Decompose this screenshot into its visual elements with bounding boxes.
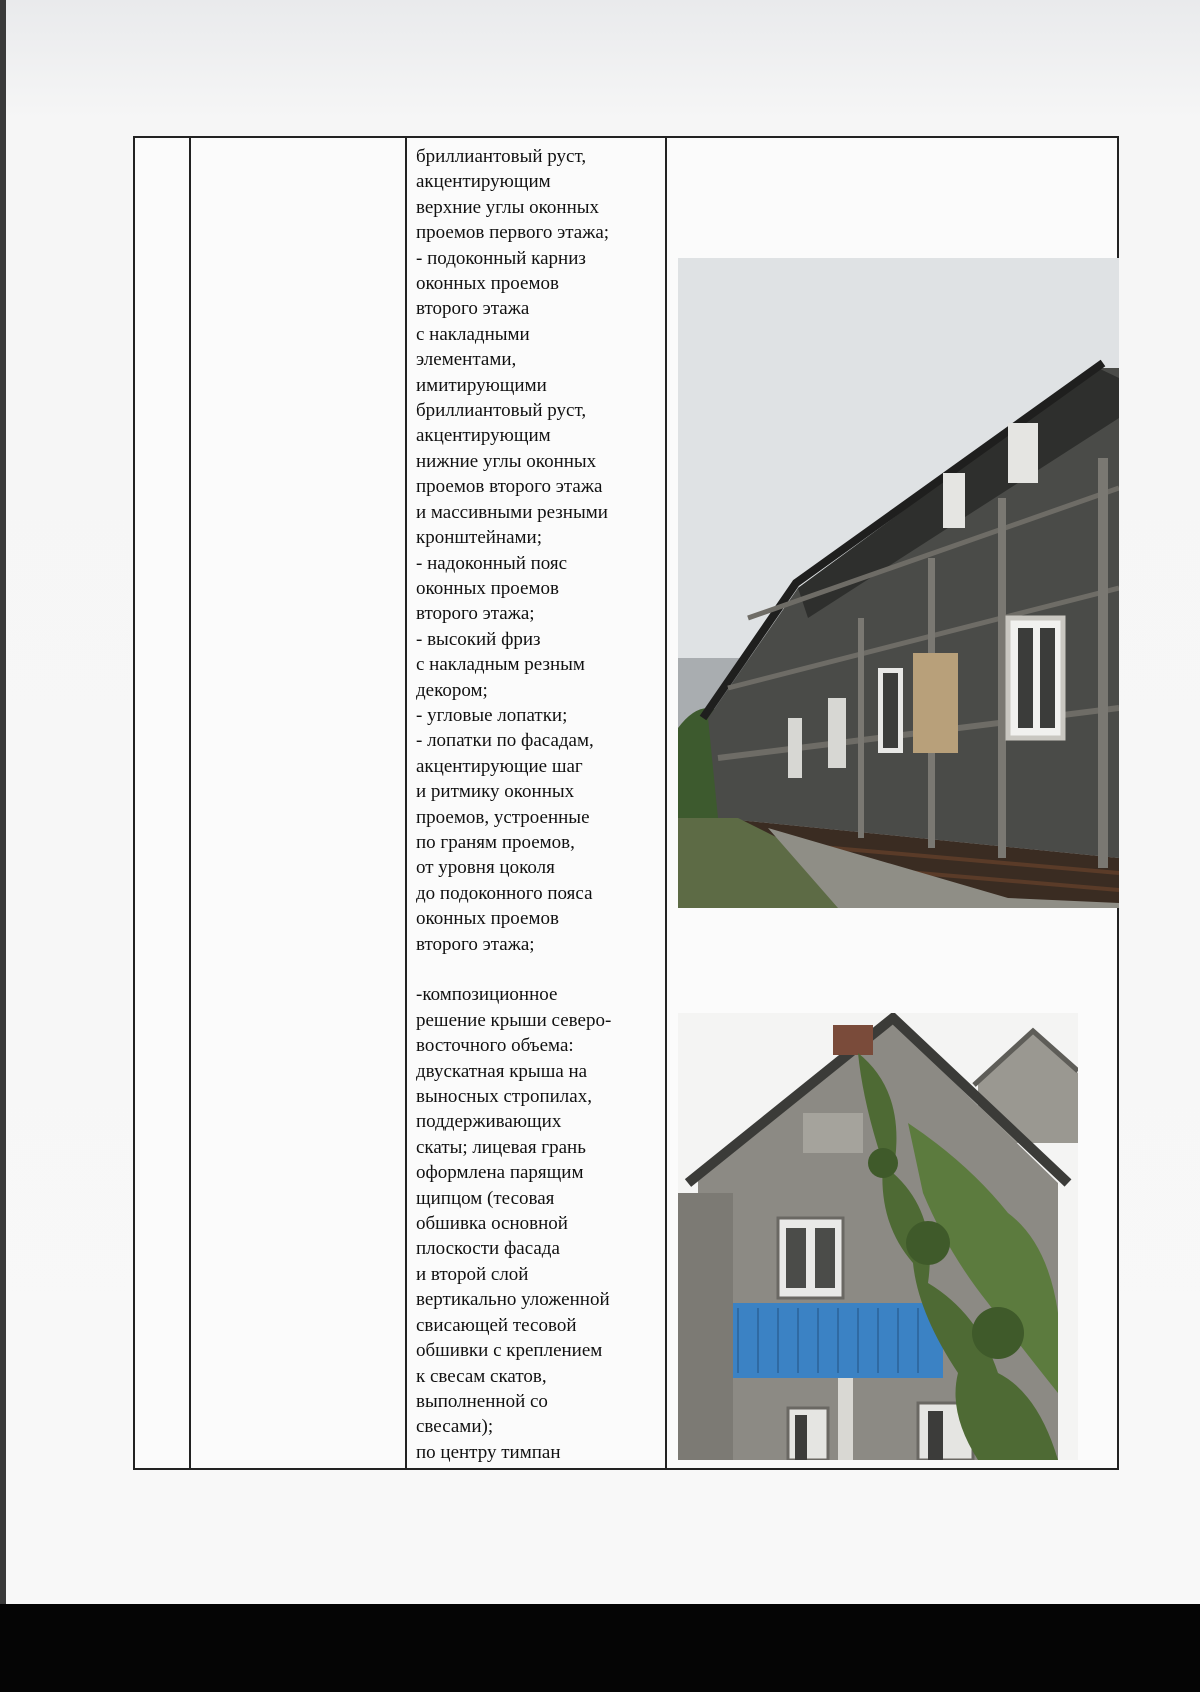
scan-left-edge [0, 0, 6, 1692]
table-column-divider-2 [405, 138, 407, 1468]
table-column-divider-1 [189, 138, 191, 1468]
table-column-divider-3 [665, 138, 667, 1468]
facade-photo-2-image [678, 1013, 1078, 1460]
element-description-text: бриллиантовый руст, акцентирующим верхние углы оконных проемов первого этажа; - подоконный карниз оконных проемов второго этажа с накладными элементами, имитирующими бриллиантовый руст, акцентирующим нижние углы оконных проемов второго этажа и массивными резными кронштейнами; - надоконный пояс оконных проемов второго этажа; - высокий фриз с накладным резным декором; - угловые лопатки; - лопатки по фасадам, акцентирующие шаг и ритмику оконных проемов, устроенные по граням проемов, от уровня цоколя до подоконного пояса оконных проемов второго этажа; -композиционное решение крыши северо- восточного объема: двускатная крыша на выносных стропилах, поддерживающих скаты; лицевая грань оформлена парящим щипцом (тесовая обшивка основной плоскости фасада и второй слой вертикально уложенной свисающей тесовой обшивки с креплением к свесам скатов, выполненной со свесами); по центру тимпан [416, 146, 612, 1463]
facade-photo-1-image [678, 258, 1119, 908]
facade-photo-2 [678, 1013, 1078, 1460]
document-table [133, 136, 1119, 1470]
facade-photo-1 [678, 258, 1119, 908]
scan-bottom-bar [0, 1604, 1200, 1692]
